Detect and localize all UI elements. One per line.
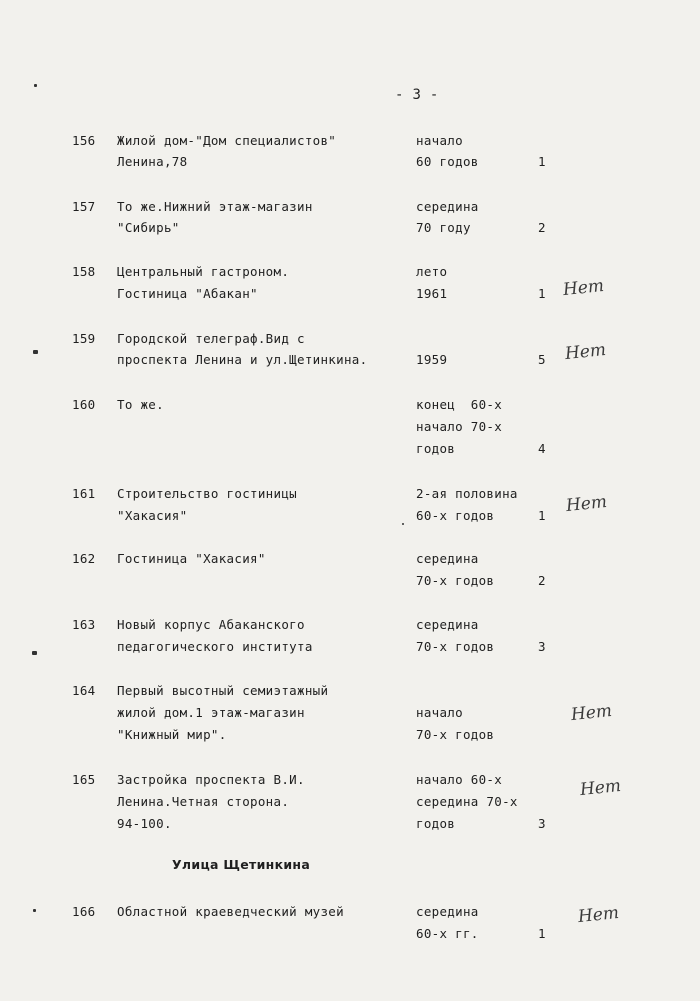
entry-description: проспекта Ленина и ул.Щетинкина. [117,352,368,367]
entry-date: середина [416,199,479,214]
entry-number: 157 [72,199,96,214]
handwritten-note: Нет [564,339,607,365]
entry-date: 60 годов [416,154,479,169]
entry-count: 1 [538,508,546,523]
entry-description: Центральный гастроном. [117,264,290,279]
entry-number: 161 [72,486,96,501]
entry-date: 70-х годов [416,639,495,654]
entry-date: начало [416,705,463,720]
entry-date: 60-х годов [416,508,495,523]
entry-number: 158 [72,264,96,279]
entry-number: 159 [72,331,96,346]
entry-description: Городской телеграф.Вид с [117,331,305,346]
handwritten-note: Нет [577,902,620,928]
entry-number: 156 [72,133,96,148]
entry-description: То же. [117,397,164,412]
entry-count: 3 [538,639,546,654]
section-heading: Улица Щетинкина [172,857,311,872]
entry-date: начало 70-х [416,419,503,434]
entry-description: "Хакасия" [117,508,188,523]
entry-date: середина 70-х [416,794,518,809]
handwritten-note: Нет [579,775,622,801]
entry-description: Первый высотный семиэтажный [117,683,329,698]
entry-number: 164 [72,683,96,698]
entry-date: начало 60-х [416,772,503,787]
scan-speck [402,523,404,525]
entry-date: годов [416,441,456,456]
scan-speck [33,350,38,354]
entry-date: середина [416,617,479,632]
entry-count: 1 [538,154,546,169]
entry-description: Ленина,78 [117,154,188,169]
entry-description: Гостиница "Абакан" [117,286,258,301]
entry-description: 94-100. [117,816,172,831]
entry-description: То же.Нижний этаж-магазин [117,199,313,214]
handwritten-note: Нет [562,275,605,301]
entry-date: начало [416,133,463,148]
entry-date: 70 году [416,220,471,235]
entry-description: Строительство гостиницы [117,486,297,501]
entry-description: Жилой дом-"Дом специалистов" [117,133,337,148]
entry-description: Новый корпус Абаканского [117,617,305,632]
entry-description: Ленина.Четная сторона. [117,794,290,809]
entry-number: 160 [72,397,96,412]
entry-date: середина [416,551,479,566]
entry-description: Областной краеведческий музей [117,904,344,919]
scan-speck [32,651,37,655]
entry-count: 1 [538,286,546,301]
entry-description: "Книжный мир". [117,727,227,742]
entry-count: 5 [538,352,546,367]
handwritten-note: Нет [570,700,613,726]
entry-count: 2 [538,220,546,235]
entry-description: педагогического института [117,639,313,654]
entry-date: 70-х годов [416,727,495,742]
entry-description: Застройка проспекта В.И. [117,772,305,787]
entry-description: жилой дом.1 этаж-магазин [117,705,305,720]
scan-speck [34,84,37,87]
entry-date: годов [416,816,456,831]
entry-date: 70-х годов [416,573,495,588]
entry-date: конец 60-х [416,397,503,412]
entry-date: 1959 [416,352,448,367]
entry-count: 3 [538,816,546,831]
entry-count: 4 [538,441,546,456]
entry-date: 60-х гг. [416,926,479,941]
entry-number: 163 [72,617,96,632]
entry-count: 1 [538,926,546,941]
entry-count: 2 [538,573,546,588]
entry-number: 162 [72,551,96,566]
entry-date: середина [416,904,479,919]
entry-number: 166 [72,904,96,919]
entry-description: "Сибирь" [117,220,180,235]
page-number: - 3 - [395,87,439,103]
scan-speck [33,909,36,912]
entry-description: Гостиница "Хакасия" [117,551,266,566]
entry-date: 1961 [416,286,448,301]
entry-date: 2-ая половина [416,486,518,501]
entry-date: лето [416,264,448,279]
handwritten-note: Нет [565,491,608,517]
entry-number: 165 [72,772,96,787]
